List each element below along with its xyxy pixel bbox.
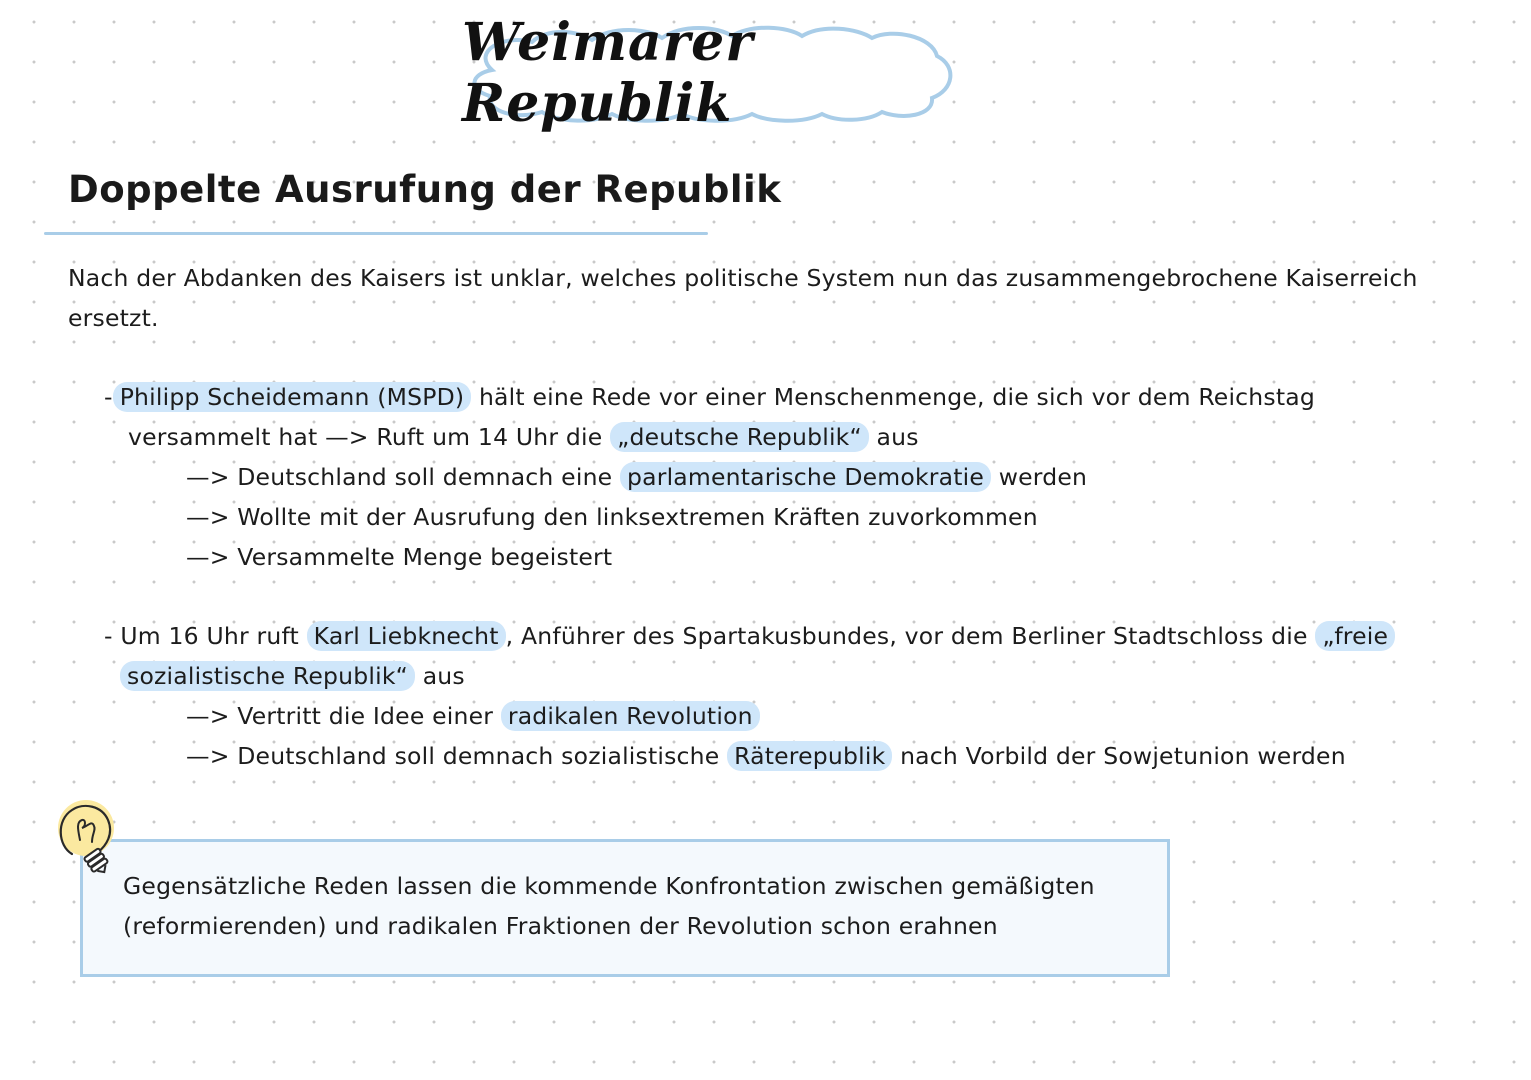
page-title — [462, 12, 962, 134]
highlight-parlamentarische-demokratie: parlamentarische Demokratie — [620, 462, 991, 492]
bullet-1-line-2-post: aus — [868, 423, 919, 451]
highlight-freie: „freie — [1315, 621, 1395, 651]
bullet-1-line-2-pre: versammelt hat —> Ruft um 14 Uhr die — [128, 423, 611, 451]
intro-line-2: ersetzt. — [68, 304, 159, 332]
highlight-sozialistische-republik: sozialistische Republik“ — [120, 661, 415, 691]
bullet-1-sub-1-post: werden — [991, 463, 1088, 491]
highlight-karl-liebknecht: Karl Liebknecht — [307, 621, 506, 651]
bullet-2-line-2-post: aus — [415, 662, 465, 690]
highlight-scheidemann: Philipp Scheidemann (MSPD) — [113, 382, 472, 412]
bullet-1-sub-1 — [186, 457, 1087, 497]
title-text: Weimarer Republik — [462, 12, 754, 134]
bullet-2-sub-2-post: nach Vorbild der Sowjetunion werden — [892, 742, 1346, 770]
bullet-2-line-1-mid: , Anführer des Spartakusbundes, vor dem Berliner Stadtschloss die — [505, 622, 1316, 650]
highlight-radikalen-revolution: radikalen Revolution — [501, 701, 760, 731]
intro-line-1: Nach der Abdanken des Kaisers ist unklar, welches politische System nun das zusammengebrochene Kaiserreich — [68, 264, 1418, 292]
bullet-1-line-1 — [104, 377, 1315, 417]
bullet-dash: - — [104, 622, 113, 650]
bullet-dash: - — [104, 383, 113, 411]
highlight-raeterepublik: Räterepublik — [727, 741, 892, 771]
conclusion-line-2: (reformierenden) und radikalen Fraktionen der Revolution schon erahnen — [123, 912, 998, 940]
bullet-2-line-1-pre: Um 16 Uhr ruft — [120, 622, 307, 650]
highlight-deutsche-republik: „deutsche Republik“ — [610, 422, 869, 452]
bullet-2-line-1 — [104, 616, 1395, 656]
bullet-1-sub-1-pre: —> Deutschland soll demnach eine — [186, 463, 620, 491]
section-heading: Doppelte Ausrufung der Republik — [68, 168, 782, 211]
conclusion-line-1: Gegensätzliche Reden lassen die kommende Konfrontation zwischen gemäßigten — [123, 872, 1095, 900]
bullet-2-sub-1-pre: —> Vertritt die Idee einer — [186, 702, 501, 730]
lightbulb-icon — [52, 796, 124, 884]
bullet-1-sub-3: —> Versammelte Menge begeistert — [186, 543, 613, 571]
bullet-1-line-2 — [128, 417, 919, 457]
bullet-1-sub-2: —> Wollte mit der Ausrufung den linksextremen Kräften zuvorkommen — [186, 503, 1038, 531]
heading-underline — [44, 232, 708, 235]
bullet-2-sub-1 — [186, 696, 760, 736]
bullet-1-line-1-rest: hält eine Rede vor einer Menschenmenge, die sich vor dem Reichstag — [471, 383, 1315, 411]
intro-paragraph — [68, 258, 1478, 338]
conclusion-box — [80, 839, 1170, 977]
bullet-2-sub-2 — [186, 736, 1346, 776]
bullet-2-line-2 — [120, 656, 465, 696]
conclusion-text — [123, 866, 1163, 946]
bullet-2-sub-2-pre: —> Deutschland soll demnach sozialistische — [186, 742, 728, 770]
